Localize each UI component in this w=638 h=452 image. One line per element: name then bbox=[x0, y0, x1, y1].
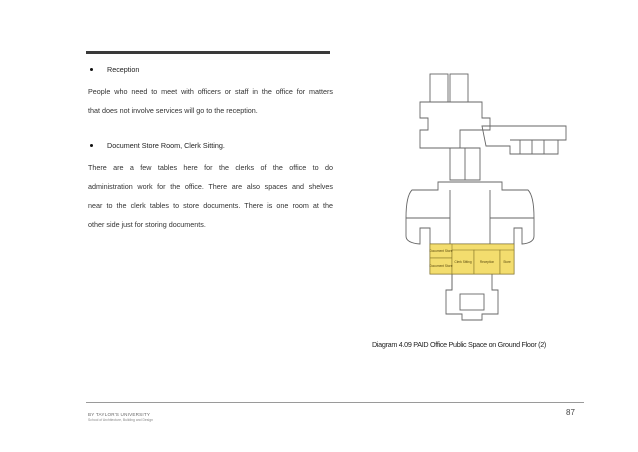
plan-wall bbox=[450, 74, 468, 102]
room-label: Document Store bbox=[429, 264, 453, 268]
bullet-document-store bbox=[88, 141, 225, 150]
reception-paragraph bbox=[88, 82, 333, 120]
bullet-icon bbox=[90, 144, 93, 147]
reception-line: People who need to meet with officers or staff in the office for matters bbox=[88, 87, 333, 96]
document-store-paragraph bbox=[88, 158, 333, 234]
plan-wall bbox=[460, 294, 484, 310]
page-number: 87 bbox=[566, 408, 575, 417]
document-store-line: other side just for storing documents. bbox=[88, 220, 206, 229]
plan-wall bbox=[420, 102, 490, 148]
plan-wall bbox=[430, 74, 448, 102]
logo-subline: School of Architecture, Building and Design bbox=[88, 418, 154, 422]
top-divider bbox=[86, 51, 330, 54]
document-store-line: administration work for the office. There are also spaces and shelves bbox=[88, 182, 333, 191]
diagram-caption: Diagram 4.09 PAID Office Public Space on Ground Floor (2) bbox=[372, 340, 546, 349]
reception-line: that does not involve services will go to the reception. bbox=[88, 106, 258, 115]
room-label: Document Store bbox=[429, 249, 453, 253]
floor-plan-diagram bbox=[390, 68, 590, 333]
plan-wall bbox=[446, 274, 498, 320]
room-label: Reception bbox=[479, 260, 495, 264]
reception-heading: Reception bbox=[107, 65, 140, 74]
footer-divider bbox=[86, 402, 584, 403]
logo-line: BY TAYLOR'S UNIVERSITY bbox=[88, 412, 151, 417]
document-store-line: There are a few tables here for the clerks of the office to do bbox=[88, 163, 333, 172]
bullet-icon bbox=[90, 68, 93, 71]
room-label: Store bbox=[503, 260, 511, 264]
room-label: Clerk Sitting bbox=[454, 260, 472, 264]
university-logo bbox=[88, 412, 198, 428]
bullet-reception bbox=[88, 65, 139, 74]
document-store-line: near to the clerk tables to store documents. There is one room at the bbox=[88, 201, 333, 210]
plan-wall bbox=[406, 182, 534, 244]
document-store-heading: Document Store Room, Clerk Sitting. bbox=[107, 141, 225, 150]
